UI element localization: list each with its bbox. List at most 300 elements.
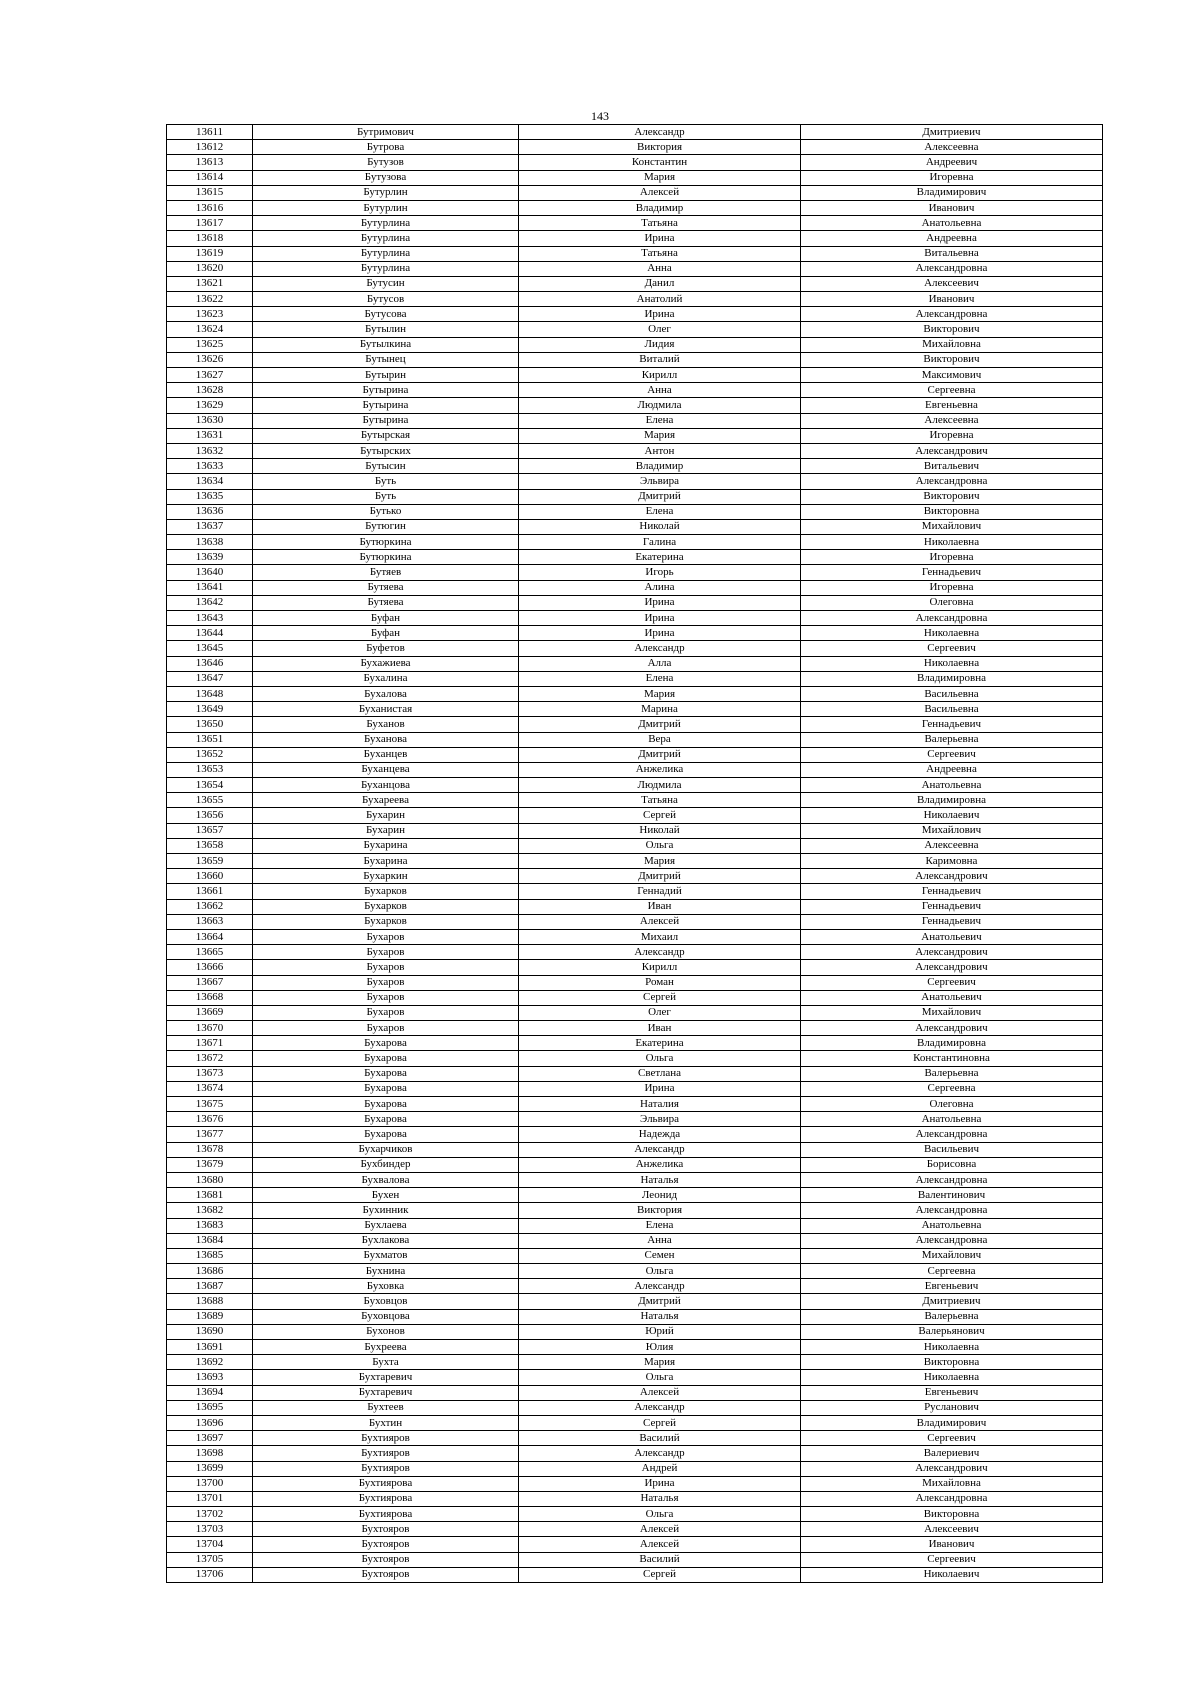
first-name-cell: Ольга <box>519 1370 801 1385</box>
record-number-cell: 13647 <box>167 671 253 686</box>
table-row <box>167 975 1103 990</box>
table-row <box>167 1218 1103 1233</box>
table-row <box>167 504 1103 519</box>
record-number-cell: 13676 <box>167 1112 253 1127</box>
table-row <box>167 398 1103 413</box>
last-name-cell: Бухнина <box>253 1264 519 1279</box>
record-number-cell: 13633 <box>167 459 253 474</box>
patronymic-cell: Александровна <box>801 1203 1103 1218</box>
table-row <box>167 1507 1103 1522</box>
patronymic-cell: Геннадьевич <box>801 565 1103 580</box>
patronymic-cell: Алексеевич <box>801 1522 1103 1537</box>
last-name-cell: Бухарова <box>253 1112 519 1127</box>
record-number-cell: 13673 <box>167 1066 253 1081</box>
last-name-cell: Бутурлина <box>253 216 519 231</box>
table-row <box>167 1279 1103 1294</box>
patronymic-cell: Александровна <box>801 1491 1103 1506</box>
first-name-cell: Александр <box>519 1446 801 1461</box>
first-name-cell: Леонид <box>519 1188 801 1203</box>
patronymic-cell: Сергеевич <box>801 1431 1103 1446</box>
last-name-cell: Бухаров <box>253 960 519 975</box>
table-row <box>167 626 1103 641</box>
last-name-cell: Бухвалова <box>253 1172 519 1187</box>
table-row <box>167 899 1103 914</box>
table-row <box>167 1188 1103 1203</box>
record-number-cell: 13648 <box>167 686 253 701</box>
record-number-cell: 13658 <box>167 838 253 853</box>
record-number-cell: 13653 <box>167 762 253 777</box>
first-name-cell: Эльвира <box>519 1112 801 1127</box>
table-row <box>167 1081 1103 1096</box>
record-number-cell: 13663 <box>167 914 253 929</box>
first-name-cell: Елена <box>519 671 801 686</box>
first-name-cell: Данил <box>519 276 801 291</box>
table-row <box>167 747 1103 762</box>
first-name-cell: Александр <box>519 1142 801 1157</box>
record-number-cell: 13652 <box>167 747 253 762</box>
first-name-cell: Иван <box>519 1021 801 1036</box>
patronymic-cell: Викторовна <box>801 504 1103 519</box>
patronymic-cell: Валерьевна <box>801 1066 1103 1081</box>
record-number-cell: 13667 <box>167 975 253 990</box>
table-row <box>167 185 1103 200</box>
last-name-cell: Бутылкина <box>253 337 519 352</box>
table-row <box>167 337 1103 352</box>
record-number-cell: 13617 <box>167 216 253 231</box>
table-row <box>167 1476 1103 1491</box>
table-row <box>167 793 1103 808</box>
first-name-cell: Олег <box>519 322 801 337</box>
last-name-cell: Бухалина <box>253 671 519 686</box>
first-name-cell: Антон <box>519 443 801 458</box>
patronymic-cell: Игоревна <box>801 550 1103 565</box>
record-number-cell: 13691 <box>167 1340 253 1355</box>
table-row <box>167 1127 1103 1142</box>
table-row <box>167 1021 1103 1036</box>
patronymic-cell: Александровна <box>801 1233 1103 1248</box>
first-name-cell: Геннадий <box>519 884 801 899</box>
table-row <box>167 1446 1103 1461</box>
table-row <box>167 1461 1103 1476</box>
table-row <box>167 1005 1103 1020</box>
first-name-cell: Наталья <box>519 1491 801 1506</box>
table-row <box>167 1172 1103 1187</box>
first-name-cell: Мария <box>519 170 801 185</box>
patronymic-cell: Алексеевна <box>801 413 1103 428</box>
record-number-cell: 13615 <box>167 185 253 200</box>
record-number-cell: 13700 <box>167 1476 253 1491</box>
first-name-cell: Николай <box>519 823 801 838</box>
first-name-cell: Юрий <box>519 1324 801 1339</box>
record-number-cell: 13665 <box>167 945 253 960</box>
records-table <box>166 124 1103 1583</box>
table-row <box>167 1309 1103 1324</box>
first-name-cell: Олег <box>519 1005 801 1020</box>
patronymic-cell: Анатольевич <box>801 990 1103 1005</box>
patronymic-cell: Геннадьевич <box>801 914 1103 929</box>
first-name-cell: Мария <box>519 854 801 869</box>
last-name-cell: Буханцев <box>253 747 519 762</box>
patronymic-cell: Геннадьевич <box>801 717 1103 732</box>
table-row <box>167 155 1103 170</box>
first-name-cell: Анна <box>519 383 801 398</box>
patronymic-cell: Сергеевич <box>801 1552 1103 1567</box>
first-name-cell: Юлия <box>519 1340 801 1355</box>
patronymic-cell: Сергеевич <box>801 975 1103 990</box>
last-name-cell: Бухтин <box>253 1415 519 1430</box>
table-row <box>167 1340 1103 1355</box>
first-name-cell: Лидия <box>519 337 801 352</box>
patronymic-cell: Геннадьевич <box>801 884 1103 899</box>
record-number-cell: 13695 <box>167 1400 253 1415</box>
record-number-cell: 13664 <box>167 929 253 944</box>
table-row <box>167 595 1103 610</box>
first-name-cell: Анна <box>519 1233 801 1248</box>
patronymic-cell: Сергеевна <box>801 1264 1103 1279</box>
record-number-cell: 13657 <box>167 823 253 838</box>
record-number-cell: 13706 <box>167 1567 253 1582</box>
table-row <box>167 383 1103 398</box>
last-name-cell: Бутурлин <box>253 185 519 200</box>
first-name-cell: Дмитрий <box>519 489 801 504</box>
record-number-cell: 13637 <box>167 519 253 534</box>
last-name-cell: Буханцева <box>253 762 519 777</box>
table-row <box>167 1112 1103 1127</box>
record-number-cell: 13678 <box>167 1142 253 1157</box>
table-row <box>167 1522 1103 1537</box>
patronymic-cell: Олеговна <box>801 1097 1103 1112</box>
table-row <box>167 1142 1103 1157</box>
last-name-cell: Бутько <box>253 504 519 519</box>
first-name-cell: Иван <box>519 899 801 914</box>
last-name-cell: Бутурлин <box>253 200 519 215</box>
first-name-cell: Алексей <box>519 185 801 200</box>
first-name-cell: Эльвира <box>519 474 801 489</box>
first-name-cell: Наталья <box>519 1172 801 1187</box>
last-name-cell: Бутысин <box>253 459 519 474</box>
last-name-cell: Бухарова <box>253 1127 519 1142</box>
last-name-cell: Бухарова <box>253 1066 519 1081</box>
first-name-cell: Алексей <box>519 1522 801 1537</box>
patronymic-cell: Николаевна <box>801 1370 1103 1385</box>
record-number-cell: 13641 <box>167 580 253 595</box>
record-number-cell: 13624 <box>167 322 253 337</box>
last-name-cell: Бутусов <box>253 292 519 307</box>
last-name-cell: Бутрова <box>253 140 519 155</box>
first-name-cell: Анатолий <box>519 292 801 307</box>
last-name-cell: Буфетов <box>253 641 519 656</box>
table-row <box>167 246 1103 261</box>
last-name-cell: Бухтияров <box>253 1431 519 1446</box>
record-number-cell: 13680 <box>167 1172 253 1187</box>
patronymic-cell: Максимович <box>801 368 1103 383</box>
record-number-cell: 13697 <box>167 1431 253 1446</box>
patronymic-cell: Анатольевна <box>801 216 1103 231</box>
first-name-cell: Людмила <box>519 778 801 793</box>
table-row <box>167 1431 1103 1446</box>
record-number-cell: 13656 <box>167 808 253 823</box>
last-name-cell: Бутяев <box>253 565 519 580</box>
table-row <box>167 535 1103 550</box>
table-row <box>167 1066 1103 1081</box>
first-name-cell: Александр <box>519 1279 801 1294</box>
record-number-cell: 13679 <box>167 1157 253 1172</box>
table-row <box>167 1415 1103 1430</box>
record-number-cell: 13703 <box>167 1522 253 1537</box>
patronymic-cell: Николаевич <box>801 1567 1103 1582</box>
table-row <box>167 307 1103 322</box>
first-name-cell: Ольга <box>519 1507 801 1522</box>
last-name-cell: Бутузов <box>253 155 519 170</box>
last-name-cell: Бухаркин <box>253 869 519 884</box>
patronymic-cell: Дмитриевич <box>801 1294 1103 1309</box>
patronymic-cell: Сергеевна <box>801 383 1103 398</box>
last-name-cell: Буфан <box>253 626 519 641</box>
last-name-cell: Бутяева <box>253 595 519 610</box>
record-number-cell: 13661 <box>167 884 253 899</box>
first-name-cell: Анжелика <box>519 1157 801 1172</box>
record-number-cell: 13677 <box>167 1127 253 1142</box>
record-number-cell: 13618 <box>167 231 253 246</box>
first-name-cell: Ольга <box>519 1264 801 1279</box>
table-row <box>167 808 1103 823</box>
patronymic-cell: Евгеньевна <box>801 398 1103 413</box>
patronymic-cell: Викторович <box>801 322 1103 337</box>
patronymic-cell: Александрович <box>801 869 1103 884</box>
table-row <box>167 838 1103 853</box>
record-number-cell: 13612 <box>167 140 253 155</box>
last-name-cell: Бухтояров <box>253 1522 519 1537</box>
last-name-cell: Бухтиярова <box>253 1476 519 1491</box>
first-name-cell: Елена <box>519 413 801 428</box>
table-row <box>167 945 1103 960</box>
record-number-cell: 13686 <box>167 1264 253 1279</box>
patronymic-cell: Николаевна <box>801 535 1103 550</box>
patronymic-cell: Сергеевич <box>801 641 1103 656</box>
last-name-cell: Бухтояров <box>253 1567 519 1582</box>
first-name-cell: Александр <box>519 1400 801 1415</box>
record-number-cell: 13685 <box>167 1248 253 1263</box>
last-name-cell: Бухтаревич <box>253 1370 519 1385</box>
first-name-cell: Наталья <box>519 1309 801 1324</box>
record-number-cell: 13619 <box>167 246 253 261</box>
record-number-cell: 13674 <box>167 1081 253 1096</box>
record-number-cell: 13613 <box>167 155 253 170</box>
last-name-cell: Бухен <box>253 1188 519 1203</box>
patronymic-cell: Олеговна <box>801 595 1103 610</box>
patronymic-cell: Викторович <box>801 352 1103 367</box>
patronymic-cell: Андреевна <box>801 231 1103 246</box>
table-row <box>167 884 1103 899</box>
record-number-cell: 13683 <box>167 1218 253 1233</box>
patronymic-cell: Иванович <box>801 292 1103 307</box>
table-row <box>167 489 1103 504</box>
patronymic-cell: Валерьевна <box>801 1309 1103 1324</box>
table-row <box>167 413 1103 428</box>
last-name-cell: Бутримович <box>253 125 519 140</box>
table-row <box>167 823 1103 838</box>
last-name-cell: Бухлаева <box>253 1218 519 1233</box>
first-name-cell: Сергей <box>519 990 801 1005</box>
last-name-cell: Бутырина <box>253 398 519 413</box>
first-name-cell: Дмитрий <box>519 717 801 732</box>
patronymic-cell: Владимирович <box>801 1415 1103 1430</box>
last-name-cell: Бухтияров <box>253 1461 519 1476</box>
patronymic-cell: Валериевич <box>801 1446 1103 1461</box>
first-name-cell: Константин <box>519 155 801 170</box>
table-row <box>167 1491 1103 1506</box>
first-name-cell: Екатерина <box>519 550 801 565</box>
patronymic-cell: Николаевна <box>801 656 1103 671</box>
record-number-cell: 13623 <box>167 307 253 322</box>
record-number-cell: 13659 <box>167 854 253 869</box>
last-name-cell: Буховцова <box>253 1309 519 1324</box>
record-number-cell: 13630 <box>167 413 253 428</box>
patronymic-cell: Анатольевич <box>801 929 1103 944</box>
record-number-cell: 13704 <box>167 1537 253 1552</box>
patronymic-cell: Сергеевич <box>801 747 1103 762</box>
first-name-cell: Дмитрий <box>519 869 801 884</box>
table-row <box>167 1552 1103 1567</box>
record-number-cell: 13660 <box>167 869 253 884</box>
last-name-cell: Бутылин <box>253 322 519 337</box>
first-name-cell: Виталий <box>519 352 801 367</box>
record-number-cell: 13620 <box>167 261 253 276</box>
table-row <box>167 1203 1103 1218</box>
last-name-cell: Бутяева <box>253 580 519 595</box>
last-name-cell: Бухарина <box>253 854 519 869</box>
first-name-cell: Ирина <box>519 1476 801 1491</box>
first-name-cell: Александр <box>519 641 801 656</box>
patronymic-cell: Васильевна <box>801 686 1103 701</box>
last-name-cell: Бутюгин <box>253 519 519 534</box>
first-name-cell: Алексей <box>519 914 801 929</box>
patronymic-cell: Игоревна <box>801 170 1103 185</box>
patronymic-cell: Борисовна <box>801 1157 1103 1172</box>
table-row <box>167 671 1103 686</box>
patronymic-cell: Игоревна <box>801 428 1103 443</box>
first-name-cell: Виктория <box>519 140 801 155</box>
last-name-cell: Бутюркина <box>253 550 519 565</box>
table-row <box>167 641 1103 656</box>
table-row <box>167 459 1103 474</box>
last-name-cell: Бутурлина <box>253 231 519 246</box>
table-row <box>167 276 1103 291</box>
table-row <box>167 565 1103 580</box>
patronymic-cell: Валерьевна <box>801 732 1103 747</box>
table-row <box>167 125 1103 140</box>
table-row <box>167 1385 1103 1400</box>
last-name-cell: Бухарова <box>253 1036 519 1051</box>
last-name-cell: Бухонов <box>253 1324 519 1339</box>
record-number-cell: 13644 <box>167 626 253 641</box>
table-row <box>167 929 1103 944</box>
patronymic-cell: Михайлович <box>801 1005 1103 1020</box>
table-row <box>167 1248 1103 1263</box>
first-name-cell: Ирина <box>519 595 801 610</box>
patronymic-cell: Дмитриевич <box>801 125 1103 140</box>
last-name-cell: Буфан <box>253 611 519 626</box>
record-number-cell: 13687 <box>167 1279 253 1294</box>
patronymic-cell: Викторовна <box>801 1355 1103 1370</box>
patronymic-cell: Андреевна <box>801 762 1103 777</box>
patronymic-cell: Михайлович <box>801 823 1103 838</box>
record-number-cell: 13692 <box>167 1355 253 1370</box>
last-name-cell: Бутырских <box>253 443 519 458</box>
last-name-cell: Бутырина <box>253 413 519 428</box>
table-row <box>167 778 1103 793</box>
table-row <box>167 1264 1103 1279</box>
patronymic-cell: Валентинович <box>801 1188 1103 1203</box>
first-name-cell: Елена <box>519 504 801 519</box>
record-number-cell: 13614 <box>167 170 253 185</box>
patronymic-cell: Александровна <box>801 1172 1103 1187</box>
first-name-cell: Наталия <box>519 1097 801 1112</box>
last-name-cell: Буховка <box>253 1279 519 1294</box>
patronymic-cell: Михайлович <box>801 519 1103 534</box>
table-row <box>167 292 1103 307</box>
patronymic-cell: Александрович <box>801 1461 1103 1476</box>
patronymic-cell: Евгеньевич <box>801 1385 1103 1400</box>
record-number-cell: 13694 <box>167 1385 253 1400</box>
last-name-cell: Бухтояров <box>253 1552 519 1567</box>
patronymic-cell: Иванович <box>801 200 1103 215</box>
patronymic-cell: Константиновна <box>801 1051 1103 1066</box>
first-name-cell: Светлана <box>519 1066 801 1081</box>
record-number-cell: 13636 <box>167 504 253 519</box>
last-name-cell: Бухареева <box>253 793 519 808</box>
first-name-cell: Мария <box>519 1355 801 1370</box>
table-row <box>167 1294 1103 1309</box>
first-name-cell: Ольга <box>519 838 801 853</box>
last-name-cell: Бутусова <box>253 307 519 322</box>
patronymic-cell: Михайлович <box>801 1248 1103 1263</box>
last-name-cell: Бухарова <box>253 1081 519 1096</box>
first-name-cell: Владимир <box>519 200 801 215</box>
first-name-cell: Ирина <box>519 1081 801 1096</box>
table-row <box>167 140 1103 155</box>
patronymic-cell: Анатольевна <box>801 1112 1103 1127</box>
last-name-cell: Бухаров <box>253 1021 519 1036</box>
last-name-cell: Бухарков <box>253 914 519 929</box>
last-name-cell: Бухаров <box>253 929 519 944</box>
first-name-cell: Александр <box>519 125 801 140</box>
table-row <box>167 732 1103 747</box>
last-name-cell: Бутузова <box>253 170 519 185</box>
record-number-cell: 13634 <box>167 474 253 489</box>
table-row <box>167 656 1103 671</box>
record-number-cell: 13669 <box>167 1005 253 1020</box>
first-name-cell: Мария <box>519 686 801 701</box>
first-name-cell: Дмитрий <box>519 1294 801 1309</box>
record-number-cell: 13699 <box>167 1461 253 1476</box>
patronymic-cell: Александрович <box>801 443 1103 458</box>
record-number-cell: 13684 <box>167 1233 253 1248</box>
last-name-cell: Буть <box>253 489 519 504</box>
patronymic-cell: Александрович <box>801 1021 1103 1036</box>
patronymic-cell: Александровна <box>801 474 1103 489</box>
patronymic-cell: Александровна <box>801 1127 1103 1142</box>
record-number-cell: 13696 <box>167 1415 253 1430</box>
first-name-cell: Алексей <box>519 1385 801 1400</box>
last-name-cell: Бухаров <box>253 1005 519 1020</box>
table-row <box>167 960 1103 975</box>
last-name-cell: Бухбиндер <box>253 1157 519 1172</box>
first-name-cell: Сергей <box>519 1415 801 1430</box>
table-row <box>167 869 1103 884</box>
record-number-cell: 13655 <box>167 793 253 808</box>
patronymic-cell: Владимировна <box>801 671 1103 686</box>
